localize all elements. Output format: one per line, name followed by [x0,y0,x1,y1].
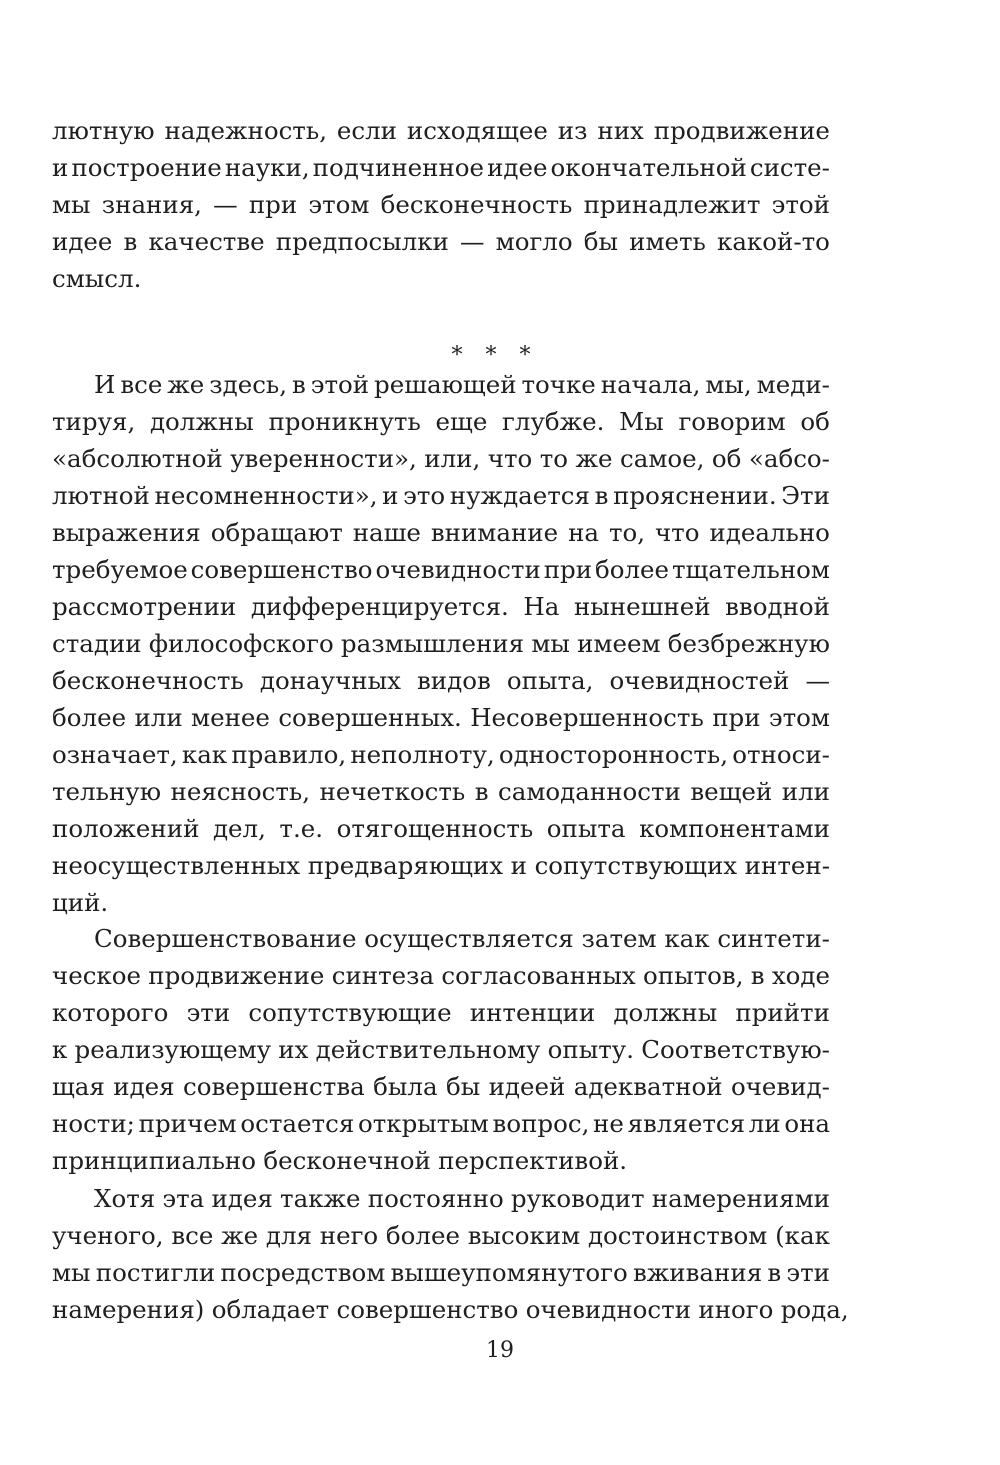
text-line: выражения обращают наше внимание на то, что идеально [52,518,830,547]
paragraph [52,112,830,297]
text-line: лютной несомненности», и это нуждается в прояснении. Эти [52,481,830,510]
text-line: принципиально бесконечной перспективой. [52,1146,628,1175]
text-line: «абсолютной уверенности», или, что то же самое, об «абсо- [52,444,830,473]
text-line: и построение науки, подчиненное идее окончательной систе- [52,153,830,182]
text-line: И все же здесь, в этой решающей точке начала, мы, меди- [94,370,830,399]
text-line: стадии философского размышления мы имеем безбрежную [52,629,830,658]
text-line: смысл. [52,264,142,293]
paragraph [52,1180,849,1328]
text-line: щая идея совершенства была бы идеей адекватной очевид- [52,1072,830,1101]
section-break: * * * [451,343,539,368]
paragraph [52,366,830,921]
text-line: рассмотрении дифференцируется. На нынешней вводной [52,592,830,621]
paragraph [52,920,830,1179]
text-line: ческое продвижение синтеза согласованных опытов, в ходе [52,961,830,990]
text-line: Совершенствование осуществляется затем как синтети- [94,924,830,953]
text-line: к реализующему их действительному опыту. Соответствую- [52,1035,830,1064]
text-line: означает, как правило, неполноту, односторонность, относи- [52,740,830,769]
text-line: тельную неясность, нечеткость в самоданности вещей или [52,777,830,806]
text-line: намерения) обладает совершенство очевидности иного рода, [52,1295,849,1324]
text-line: ций. [52,888,109,917]
page-number: 19 [486,1338,514,1363]
text-line: ности; причем остается открытым вопрос, не является ли она [52,1109,830,1138]
text-line: лютную надежность, если исходящее из них продвижение [52,116,830,145]
text-line: неосуществленных предваряющих и сопутствующих интен- [52,851,830,880]
text-line: мы знания, — при этом бесконечность принадлежит этой [52,190,830,219]
text-line: которого эти сопутствующие интенции должны прийти [52,998,830,1027]
text-line: ученого, все же для него более высоким достоинством (как [52,1221,830,1250]
text-line: бесконечность донаучных видов опыта, очевидностей — [52,666,830,695]
text-line: идее в качестве предпосылки — могло бы иметь какой-то [52,227,830,256]
text-line: требуемое совершенство очевидности при более тщательном [52,555,830,584]
text-line: более или менее совершенных. Несовершенность при этом [52,703,830,732]
text-line: положений дел, т.е. отягощенность опыта компонентами [52,814,830,843]
text-line: тируя, должны проникнуть еще глубже. Мы говорим об [52,407,830,436]
text-line: мы постигли посредством вышеупомянутого вживания в эти [52,1258,830,1287]
text-line: Хотя эта идея также постоянно руководит намерениями [94,1184,830,1213]
